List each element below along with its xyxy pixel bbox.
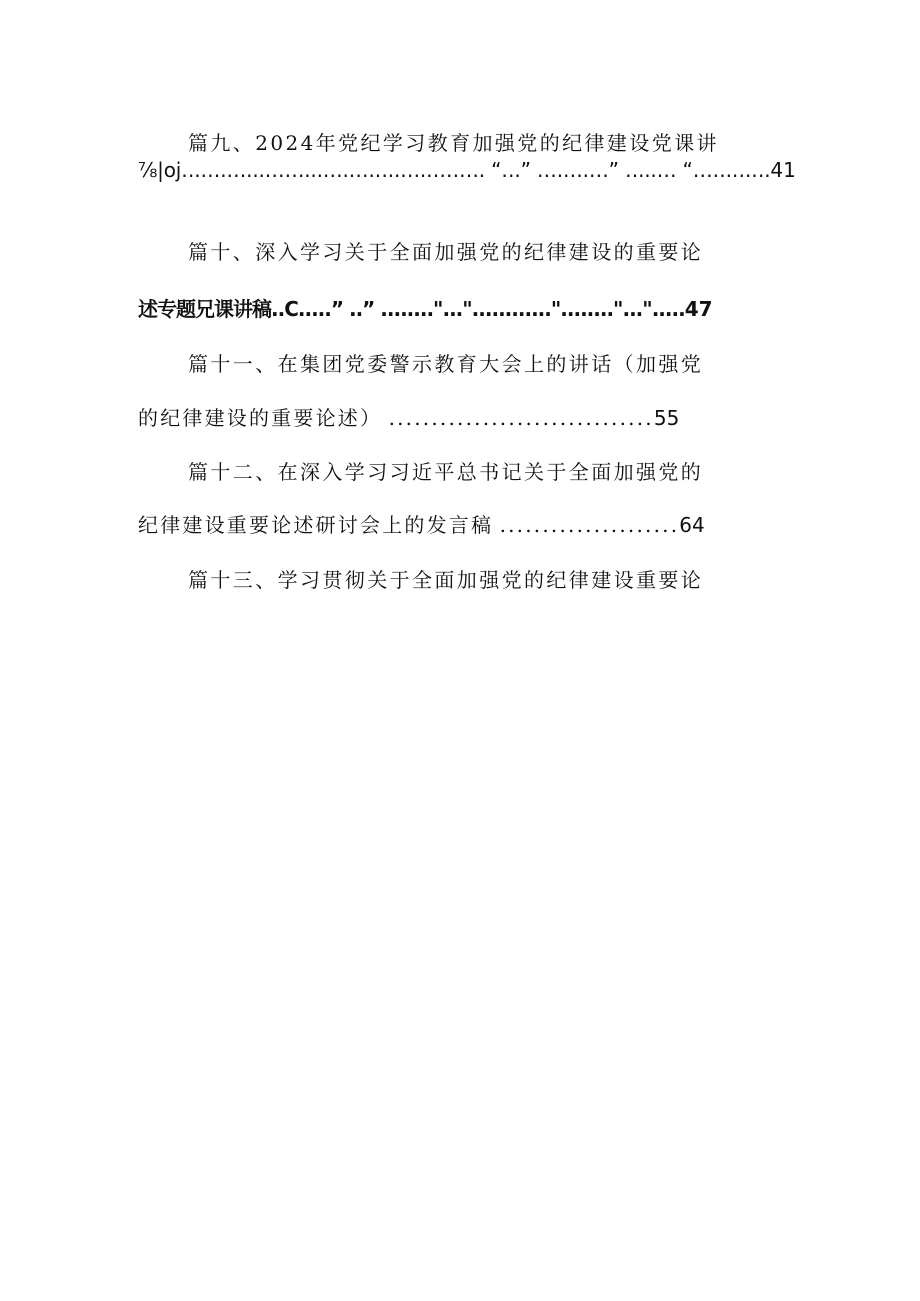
toc-entry-11-continuation: [138, 404, 679, 432]
toc-entry-10-leader: 述专题兄课讲稿..C.....” ..” ........"..."............"........"...".....: [138, 297, 685, 321]
toc-entry-13-title-text: 篇十三、学习贯彻关于全面加强党的纪律建设重要论: [188, 568, 704, 592]
toc-entry-9-title: [188, 129, 719, 157]
toc-entry-12-page-number: 64: [679, 513, 705, 537]
toc-entry-11-title-text: 篇十一、在集团党委警示教育大会上的讲话（加强党: [188, 352, 704, 376]
toc-entry-9-continuation: [138, 156, 796, 184]
toc-entry-12-title-text: 篇十二、在深入学习习近平总书记关于全面加强党的: [188, 460, 704, 484]
toc-entry-9-title-text: 篇九、2024年党纪学习教育加强党的纪律建设党课讲: [188, 131, 719, 155]
toc-entry-11-title: [188, 350, 703, 378]
toc-entry-10-title: [188, 238, 703, 266]
toc-entry-13-title: [188, 566, 703, 594]
toc-entry-9-page-number: 41: [770, 158, 796, 182]
toc-entry-12-continuation: [138, 511, 705, 539]
toc-entry-11-dot-leader: ...............................: [388, 406, 654, 430]
toc-entry-11-page-number: 55: [653, 406, 680, 430]
toc-entry-9-leader: ⅞|oj‥.….…...……...….….‥..….…‥…. “‥.” ….….…” ‥...… “…‥.‥.‥.: [138, 158, 771, 182]
toc-entry-12-title-rest: 纪律建设重要论述研讨会上的发言稿: [138, 513, 494, 537]
toc-entry-10-page-number: 47: [684, 297, 713, 321]
toc-entry-12-title: [188, 458, 703, 486]
toc-entry-11-title-rest: 的纪律建设的重要论述）: [138, 406, 383, 430]
toc-entry-12-dot-leader: .....................: [499, 513, 680, 537]
toc-entry-10-continuation: [138, 295, 772, 323]
toc-entry-10-title-text: 篇十、深入学习关于全面加强党的纪律建设的重要论: [188, 240, 704, 264]
